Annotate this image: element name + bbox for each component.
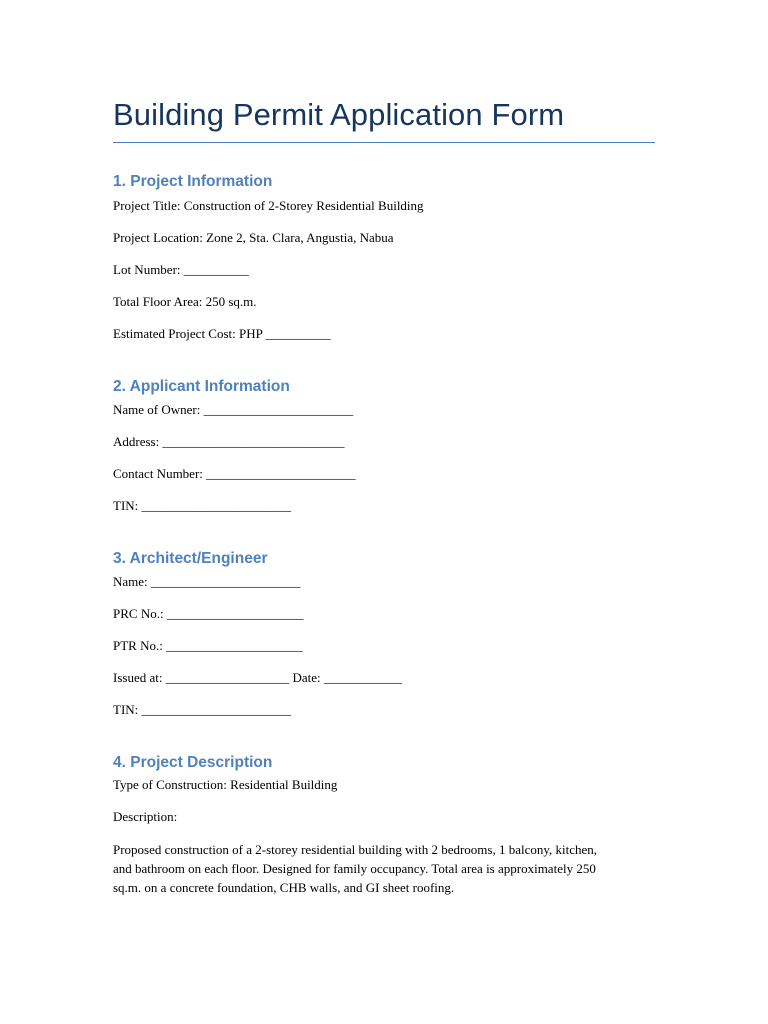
field-ptr-no: PTR No.: _____________________ bbox=[113, 638, 303, 653]
field-project-title: Project Title: Construction of 2-Storey Residential Building bbox=[113, 198, 424, 213]
description-label: Description: bbox=[113, 809, 178, 824]
field-architect-tin: TIN: _______________________ bbox=[113, 702, 292, 717]
section-heading-applicant-information: 2. Applicant Information bbox=[113, 378, 290, 395]
field-estimated-project-cost: Estimated Project Cost: PHP __________ bbox=[113, 326, 331, 341]
field-type-of-construction: Type of Construction: Residential Building bbox=[113, 777, 338, 792]
field-total-floor-area: Total Floor Area: 250 sq.m. bbox=[113, 294, 257, 309]
field-contact-number: Contact Number: _______________________ bbox=[113, 466, 356, 481]
field-prc-no: PRC No.: _____________________ bbox=[113, 606, 304, 621]
description-paragraph: Proposed construction of a 2-storey residential building with 2 bedrooms, 1 balcony, kitchen, and bathroom on each floor. Designed for family occupancy. Total area is approximately 250 sq.m. on a concrete foundation, CHB walls, and GI sheet roofing. bbox=[113, 842, 598, 895]
field-address: Address: ____________________________ bbox=[113, 434, 345, 449]
field-name-of-owner: Name of Owner: _______________________ bbox=[113, 402, 354, 417]
field-applicant-tin: TIN: _______________________ bbox=[113, 498, 292, 513]
section-heading-project-information: 1. Project Information bbox=[113, 173, 273, 190]
field-issued-at-date: Issued at: ___________________ Date: ____________ bbox=[113, 670, 402, 685]
field-architect-name: Name: _______________________ bbox=[113, 574, 301, 589]
section-heading-architect-engineer: 3. Architect/Engineer bbox=[113, 550, 268, 567]
section-heading-project-description: 4. Project Description bbox=[113, 754, 273, 771]
field-lot-number: Lot Number: __________ bbox=[113, 262, 249, 277]
title-underline-divider bbox=[113, 142, 655, 143]
document-title: Building Permit Application Form bbox=[113, 97, 565, 132]
field-project-location: Project Location: Zone 2, Sta. Clara, Angustia, Nabua bbox=[113, 230, 394, 245]
